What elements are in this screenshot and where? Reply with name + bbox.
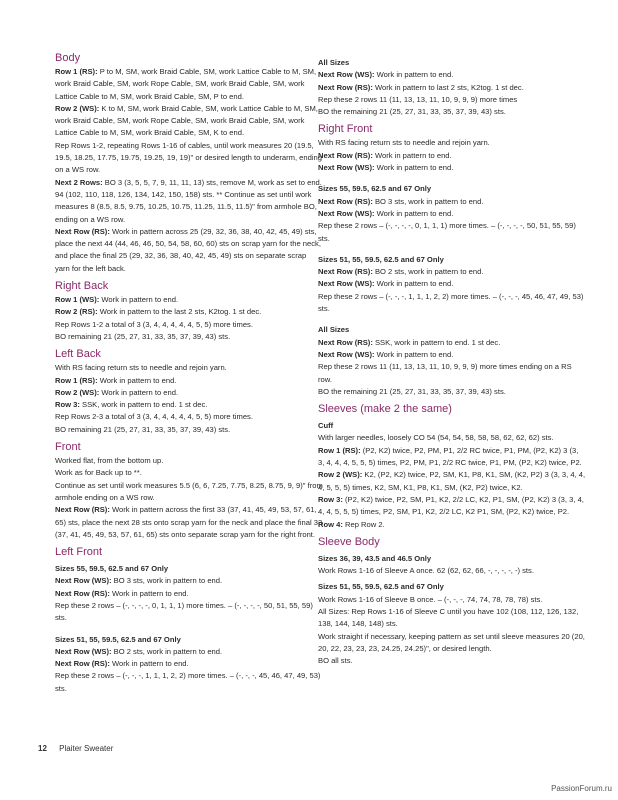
- instruction-paragraph: [318, 106, 586, 118]
- instruction-text: With larger needles, loosely CO 54 (54, 54, 58, 58, 58, 62, 62, 62) sts.: [318, 433, 554, 443]
- instruction-paragraph: [318, 208, 586, 220]
- instruction-paragraph: [55, 411, 323, 423]
- size-subheading: Cuff: [318, 421, 334, 431]
- instruction-paragraph: [318, 469, 586, 494]
- instruction-paragraph: [318, 494, 586, 519]
- instruction-text: With RS facing return sts to needle and rejoin yarn.: [55, 363, 227, 373]
- spacer: [318, 245, 586, 250]
- instruction-paragraph: [55, 575, 323, 587]
- size-subheading: Sizes 55, 59.5, 62.5 and 67 Only: [55, 564, 169, 574]
- instruction-paragraph: [55, 504, 323, 541]
- instruction-text: BO remaining 21 (25, 27, 31, 33, 35, 37, 39, 43) sts.: [55, 424, 231, 434]
- instruction-paragraph: [55, 387, 323, 399]
- instruction-text: SSK, work in pattern to end. 1 st dec.: [372, 337, 501, 347]
- size-subheading: Sizes 55, 59.5, 62.5 and 67 Only: [318, 184, 432, 194]
- row-label: Next Row (WS):: [318, 163, 375, 173]
- instruction-text: Work in pattern to end.: [374, 70, 454, 80]
- page-footer: [38, 744, 113, 753]
- section-heading: Right Front: [318, 123, 373, 136]
- instruction-text: With RS facing return sts to needle and rejoin yarn.: [318, 138, 490, 148]
- instruction-text: Rep Row 2.: [342, 519, 385, 529]
- instruction-text: Work in pattern to the last 2 sts, K2tog. 1 st dec.: [97, 307, 262, 317]
- row-label: Row 1 (RS):: [55, 67, 98, 76]
- instruction-paragraph: [55, 319, 323, 331]
- row-label: Row 3:: [318, 494, 343, 504]
- instruction-paragraph: [318, 631, 586, 656]
- instruction-text: Work in pattern to end.: [374, 163, 454, 173]
- instruction-paragraph: [55, 375, 323, 387]
- instruction-text: Work in pattern to end.: [374, 279, 454, 289]
- row-label: Next Row (WS):: [318, 70, 375, 80]
- instruction-text: Rep Rows 1-2, repeating Rows 1-16 of cables, until work measures 20 (19.5, 19.5, 18.25, 17.75, 19.75, 19.25, 19, 19)" or desired length to underarm, ending on a WS row.: [55, 140, 322, 175]
- instruction-paragraph: [55, 362, 323, 374]
- row-label: Row 2 (WS):: [55, 387, 100, 397]
- instruction-paragraph: [318, 82, 586, 94]
- instruction-text: Work in pattern to end.: [109, 588, 189, 598]
- instruction-text: BO 3 sts, work in pattern to end.: [111, 576, 223, 586]
- row-label: Next Row (RS):: [55, 588, 110, 598]
- instruction-paragraph: [318, 655, 586, 667]
- instruction-paragraph: [55, 103, 323, 140]
- instruction-paragraph: [55, 177, 323, 226]
- instruction-paragraph: [55, 455, 323, 467]
- instruction-text: Rep these 2 rows 11 (11, 13, 13, 11, 10, 9, 9, 9) more times: [318, 94, 518, 104]
- instruction-text: All Sizes: Rep Rows 1-16 of Sleeve C until you have 102 (108, 112, 126, 132, 138, 144, 148, 148) sts.: [318, 606, 579, 629]
- instruction-paragraph: [55, 424, 323, 436]
- instruction-text: SSK, work in pattern to end. 1 st dec.: [79, 400, 208, 410]
- size-subheading: Sizes 51, 55, 59.5, 62.5 and 67 Only: [318, 254, 444, 264]
- instruction-text: (P2, K2) twice, P2, SM, P1, K2, 2/2 LC, K2, P1, SM, (P2, K2) 3 (3, 3, 4, 4, 4, 5, 5, 5) times, P2, SM, P1, K2, 2/2 LC, K2 P1, SM, (P2, K2) twice, P2.: [318, 494, 584, 517]
- instruction-text: Work in pattern to last 2 sts, K2tog. 1 st dec.: [372, 82, 524, 92]
- instruction-paragraph: [55, 66, 323, 103]
- instruction-text: Work straight if necessary, keeping pattern as set until sleeve measures 20 (20, 20, 22, 23, 23, 23, 24.25, 24.25)", or desired length.: [318, 631, 585, 653]
- row-label: Next Row (RS):: [55, 659, 110, 669]
- row-label: Next Row (RS):: [318, 196, 373, 206]
- pattern-title: Plaiter Sweater: [59, 744, 114, 753]
- row-label: Row 2 (WS):: [55, 103, 100, 113]
- instruction-text: Rep these 2 rows – (-, -, -, 1, 1, 1, 2, 2) more times. – (-, -, -, 45, 46, 47, 49, 53) sts.: [55, 671, 321, 693]
- instruction-paragraph: [55, 658, 323, 670]
- instruction-text: Work Rows 1-16 of Sleeve A once. 62 (62, 62, 66, -, -, -, -, -) sts.: [318, 566, 534, 576]
- instruction-text: Work in pattern to end.: [97, 375, 177, 385]
- instruction-text: Rep these 2 rows – (-, -, -, 1, 1, 1, 2, 2) more times. – (-, -, -, 45, 46, 47, 49, 53) sts.: [318, 291, 584, 314]
- size-subheading: All Sizes: [318, 58, 350, 67]
- instruction-paragraph: [55, 399, 323, 411]
- instruction-paragraph: [318, 69, 586, 81]
- instruction-text: Work in pattern across 25 (29, 32, 36, 38, 40, 42, 45, 49) sts, place the next 44 (44, 46, 46, 50, 54, 58, 60, 60) sts on scrap yarn for the neck, and place the final 25 (29, 32, 36, 38, 40, 42, 45, 49) sts on separate scrap yarn for the left back.: [55, 226, 321, 273]
- instruction-paragraph: [318, 278, 586, 290]
- instruction-paragraph: [318, 349, 586, 361]
- instruction-text: Rep Rows 1-2 a total of 3 (3, 4, 4, 4, 4, 4, 5, 5) more times.: [55, 319, 253, 329]
- instruction-text: BO the remaining 21 (25, 27, 31, 33, 35, 37, 39, 43) sts.: [318, 107, 506, 117]
- left-column: [55, 52, 323, 695]
- instruction-text: K2, (P2, K2) twice, P2, SM, K1, P8, K1, SM, (K2, P2) 3 (3, 3, 4, 4, 4, 5, 5, 5) times, K2, SM, K1, P8, K1, SM, (K2, P2) twice, K2.: [318, 470, 586, 492]
- instruction-paragraph: [55, 140, 323, 177]
- instruction-paragraph: [318, 137, 586, 149]
- instruction-paragraph: [318, 445, 586, 470]
- instruction-text: Worked flat, from the bottom up.: [55, 456, 164, 466]
- instruction-text: P to M, SM, work Braid Cable, SM, work Lattice Cable to M, SM, work Braid Cable, SM, work Rope Cable, SM, work Braid Cable, SM, work Lattice Cable to M, SM, work Braid Cable, SM, P to end.: [55, 67, 317, 101]
- row-label: Row 3:: [55, 400, 80, 410]
- watermark-text: PassionForum.ru: [551, 784, 612, 793]
- row-label: Next Row (WS):: [55, 576, 112, 586]
- row-label: Next Row (RS):: [55, 505, 110, 515]
- row-label: Next Row (RS):: [318, 267, 373, 277]
- instruction-text: Rep these 2 rows – (-, -, -, -, 0, 1, 1, 1) more times. – (-, -, -, -, 50, 51, 55, 59) sts.: [55, 600, 313, 623]
- instruction-paragraph: [55, 588, 323, 600]
- row-label: Next Row (WS):: [55, 646, 112, 656]
- instruction-text: BO the remaining 21 (25, 27, 31, 33, 35, 37, 39, 43) sts.: [318, 386, 506, 396]
- instruction-text: BO 2 sts, work in pattern to end.: [111, 646, 223, 656]
- instruction-paragraph: [55, 306, 323, 318]
- row-label: Next Row (WS):: [318, 349, 375, 359]
- section-heading: Front: [55, 441, 81, 454]
- instruction-paragraph: [318, 162, 586, 174]
- section-heading: Left Front: [55, 546, 103, 559]
- section-heading: Sleeves (make 2 the same): [318, 403, 452, 416]
- row-label: Row 1 (RS):: [318, 445, 361, 455]
- instruction-paragraph: [55, 670, 323, 695]
- row-label: Next Row (RS):: [55, 226, 110, 236]
- section-heading: Right Back: [55, 280, 109, 293]
- instruction-text: BO 3 (3, 5, 5, 7, 9, 11, 11, 13) sts, remove M, work as set to end. 94 (102, 110, 118, 126, 134, 142, 150, 158) sts. ** Continue as set until work measures 8 (8.5, 8.5, 9.75, 10.25, 10.75, 11.25, 11.5, 11.5)" from armhole BO, ending on a WS row.: [55, 177, 322, 224]
- spacer: [318, 315, 586, 320]
- instruction-paragraph: [318, 150, 586, 162]
- instruction-paragraph: [318, 94, 586, 106]
- instruction-paragraph: [318, 606, 586, 631]
- instruction-text: Work in pattern to end.: [374, 208, 454, 218]
- row-label: Row 1 (WS):: [55, 295, 100, 305]
- size-subheading: Sizes 51, 55, 59.5, 62.5 and 67 Only: [318, 582, 444, 592]
- instruction-paragraph: [318, 220, 586, 245]
- row-label: Next Row (WS):: [318, 208, 375, 218]
- row-label: Row 2 (WS):: [318, 470, 363, 480]
- instruction-text: (P2, K2) twice, P2, PM, P1, 2/2 RC twice, P1, PM, (P2, K2) 3 (3, 3, 4, 4, 4, 5, 5, 5) times, P2, PM, P1, 2/2 RC twice, P1, PM, (P2, K2) twice, P2.: [318, 445, 582, 468]
- size-subheading: Sizes 36, 39, 43.5 and 46.5 Only: [318, 553, 432, 563]
- instruction-text: Work in pattern to end.: [99, 295, 179, 305]
- instruction-paragraph: [318, 594, 586, 606]
- page-number: 12: [38, 744, 47, 753]
- size-subheading: All Sizes: [318, 325, 350, 335]
- section-heading: Body: [55, 52, 81, 64]
- instruction-paragraph: [55, 331, 323, 343]
- row-label: Row 1 (RS):: [55, 375, 98, 385]
- instruction-paragraph: [55, 646, 323, 658]
- row-label: Next 2 Rows:: [55, 177, 103, 187]
- instruction-text: Work in pattern to end.: [372, 150, 452, 160]
- instruction-text: BO 2 sts, work in pattern to end.: [372, 267, 484, 277]
- instruction-text: K to M, SM, work Braid Cable, SM, work Lattice Cable to M, SM, work Braid Cable, SM, work Rope Cable, SM, work Braid Cable, SM, work Lattice Cable to M, SM, work Braid Cable, SM, K to end.: [55, 103, 318, 138]
- instruction-text: Work in pattern to end.: [374, 349, 454, 359]
- right-column: [318, 53, 586, 667]
- section-heading: Sleeve Body: [318, 535, 380, 548]
- row-label: Next Row (RS):: [318, 150, 373, 160]
- instruction-paragraph: [55, 226, 323, 275]
- row-label: Next Row (WS):: [318, 279, 375, 289]
- instruction-paragraph: [318, 266, 586, 278]
- row-label: Next Row (RS):: [318, 337, 373, 347]
- instruction-paragraph: [318, 361, 586, 386]
- instruction-paragraph: [318, 291, 586, 316]
- instruction-paragraph: [318, 432, 586, 444]
- instruction-text: Work in pattern to end.: [109, 659, 189, 669]
- instruction-paragraph: [55, 480, 323, 505]
- row-label: Next Row (RS):: [318, 82, 373, 92]
- instruction-paragraph: [318, 337, 586, 349]
- instruction-text: BO all sts.: [318, 656, 353, 666]
- instruction-paragraph: [55, 467, 323, 479]
- instruction-paragraph: [318, 519, 586, 531]
- instruction-text: Work in pattern to end.: [99, 387, 179, 397]
- instruction-text: Work in pattern across the first 33 (37, 41, 45, 49, 53, 57, 61, 65) sts, place the next 28 sts onto scrap yarn for the neck and place the final 33 (37, 41, 45, 49, 53, 57, 61, 65) sts onto separate scrap yarn for the right front.: [55, 505, 323, 539]
- section-heading: Left Back: [55, 348, 101, 361]
- instruction-paragraph: [318, 386, 586, 398]
- instruction-text: Rep these 2 rows – (-, -, -, -, 0, 1, 1, 1) more times. – (-, -, -, -, 50, 51, 55, 59) sts.: [318, 221, 576, 243]
- instruction-text: Work Rows 1-16 of Sleeve B once. – (-, -, -, 74, 74, 78, 78, 78) sts.: [318, 594, 543, 604]
- instruction-paragraph: [55, 294, 323, 306]
- row-label: Row 2 (RS):: [55, 307, 98, 317]
- spacer: [318, 174, 586, 179]
- instruction-text: Rep these 2 rows 11 (11, 13, 13, 11, 10, 9, 9, 9) more times ending on a RS row.: [318, 362, 572, 384]
- instruction-paragraph: [318, 196, 586, 208]
- instruction-text: BO 3 sts, work in pattern to end.: [372, 196, 484, 206]
- instruction-text: BO remaining 21 (25, 27, 31, 33, 35, 37, 39, 43) sts.: [55, 331, 231, 341]
- instruction-text: Rep Rows 2-3 a total of 3 (3, 4, 4, 4, 4, 4, 5, 5) more times.: [55, 412, 253, 422]
- spacer: [55, 625, 323, 630]
- row-label: Row 4:: [318, 519, 343, 529]
- instruction-text: Work as for Back up to **.: [55, 468, 142, 478]
- instruction-text: Continue as set until work measures 5.5 (6, 6, 7.25, 7.75, 8.25, 8.75, 9, 9)" from armhole ending on a WS row.: [55, 480, 323, 502]
- instruction-paragraph: [55, 600, 323, 625]
- instruction-paragraph: [318, 565, 586, 577]
- size-subheading: Sizes 51, 55, 59.5, 62.5 and 67 Only: [55, 634, 181, 644]
